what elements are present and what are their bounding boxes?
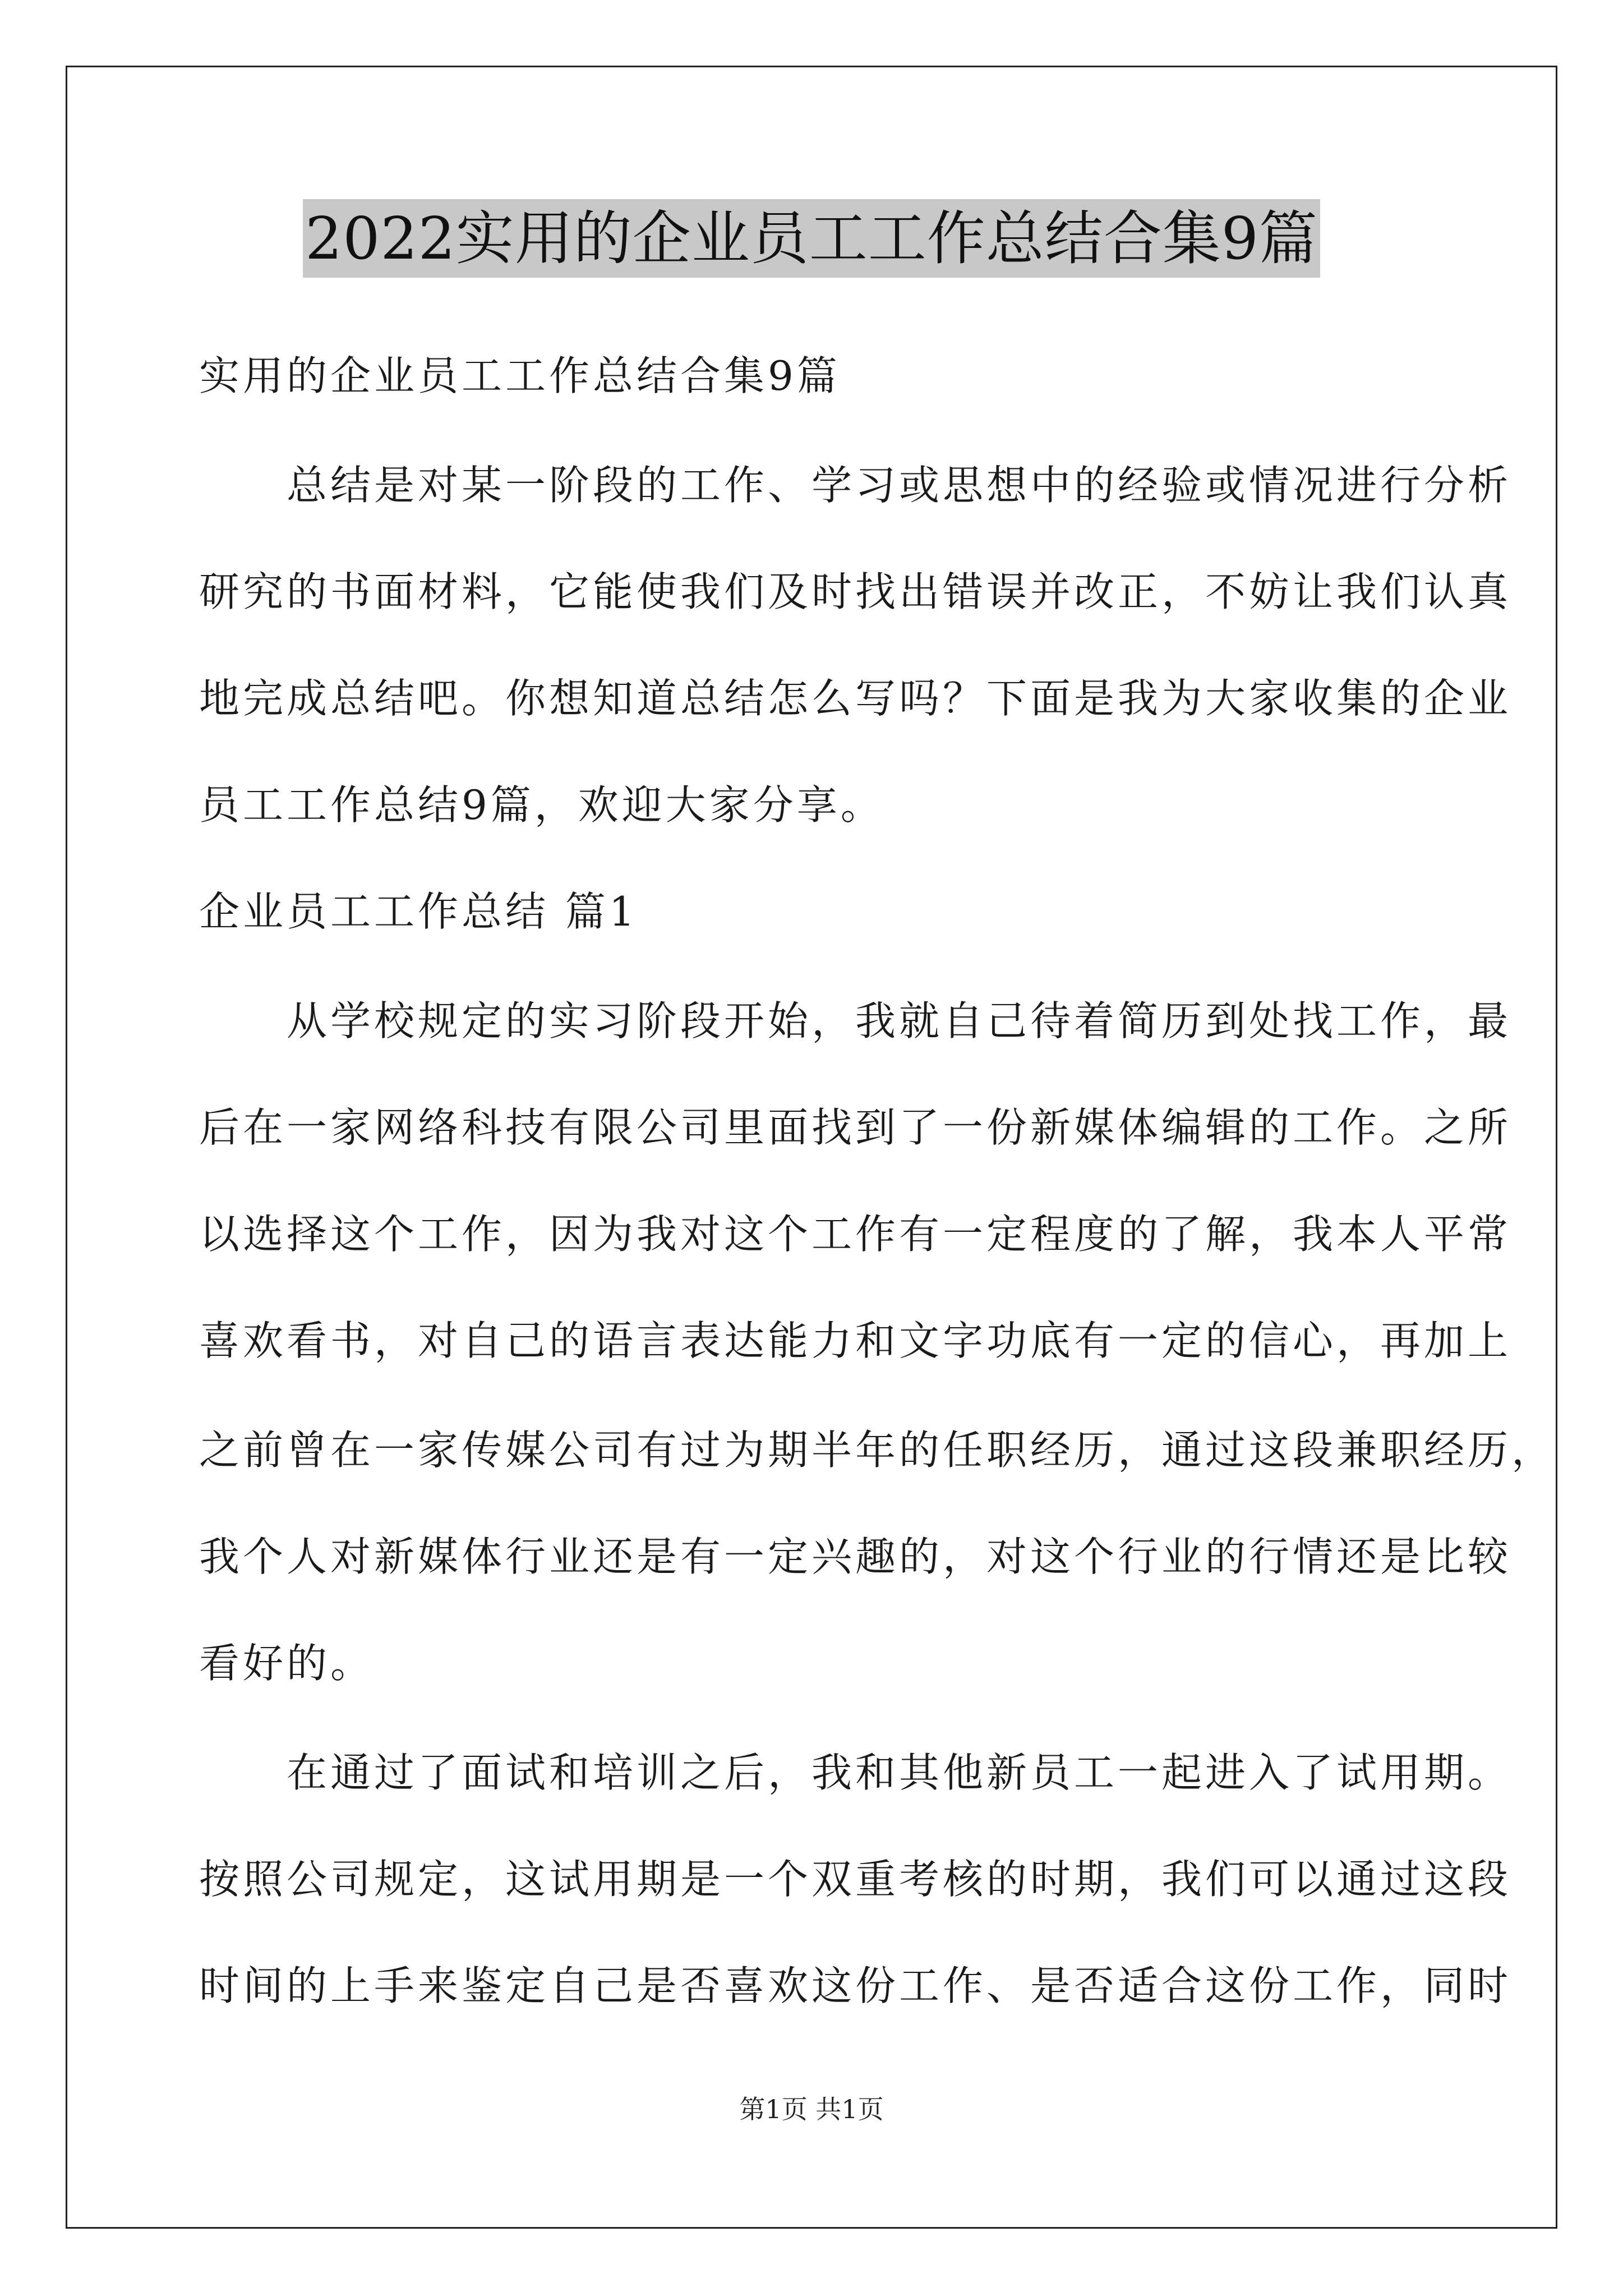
body-line: 员工工作总结9篇，欢迎大家分享。 — [199, 781, 884, 829]
document-title: 2022实用的企业员工工作总结合集9篇 — [303, 199, 1320, 278]
body-line: 时间的上手来鉴定自己是否喜欢这份工作、是否适合这份工作，同时 — [199, 1962, 1512, 2009]
body-line: 我个人对新媒体行业还是有一定兴趣的，对这个行业的行情还是比较 — [199, 1533, 1512, 1580]
body-line: 总结是对某一阶段的工作、学习或思想中的经验或情况进行分析 — [199, 462, 1512, 509]
body-line: 看好的。 — [199, 1640, 375, 1687]
body-line: 研究的书面材料，它能使我们及时找出错误并改正，不妨让我们认真 — [199, 568, 1512, 615]
page-footer: 第1页 共1页 — [739, 2094, 884, 2124]
section-heading: 企业员工工作总结 篇1 — [199, 888, 638, 935]
title-container — [0, 199, 1623, 278]
body-line: 地完成总结吧。你想知道总结怎么写吗？下面是我为大家收集的企业 — [199, 675, 1512, 722]
body-line: 从学校规定的实习阶段开始，我就自己待着简历到处找工作，最 — [199, 997, 1512, 1045]
subtitle-line: 实用的企业员工工作总结合集9篇 — [199, 352, 841, 399]
body-line: 后在一家网络科技有限公司里面找到了一份新媒体编辑的工作。之所 — [199, 1104, 1512, 1151]
body-line: 以选择这个工作，因为我对这个工作有一定程度的了解，我本人平常 — [199, 1211, 1512, 1258]
body-line: 喜欢看书，对自己的语言表达能力和文字功底有一定的信心，再加上 — [199, 1317, 1512, 1364]
body-line: 在通过了面试和培训之后，我和其他新员工一起进入了试用期。 — [199, 1749, 1512, 1796]
body-line: 之前曾在一家传媒公司有过为期半年的任职经历，通过这段兼职经历， — [199, 1427, 1556, 1474]
body-line: 按照公司规定，这试用期是一个双重考核的时期，我们可以通过这段 — [199, 1856, 1512, 1903]
